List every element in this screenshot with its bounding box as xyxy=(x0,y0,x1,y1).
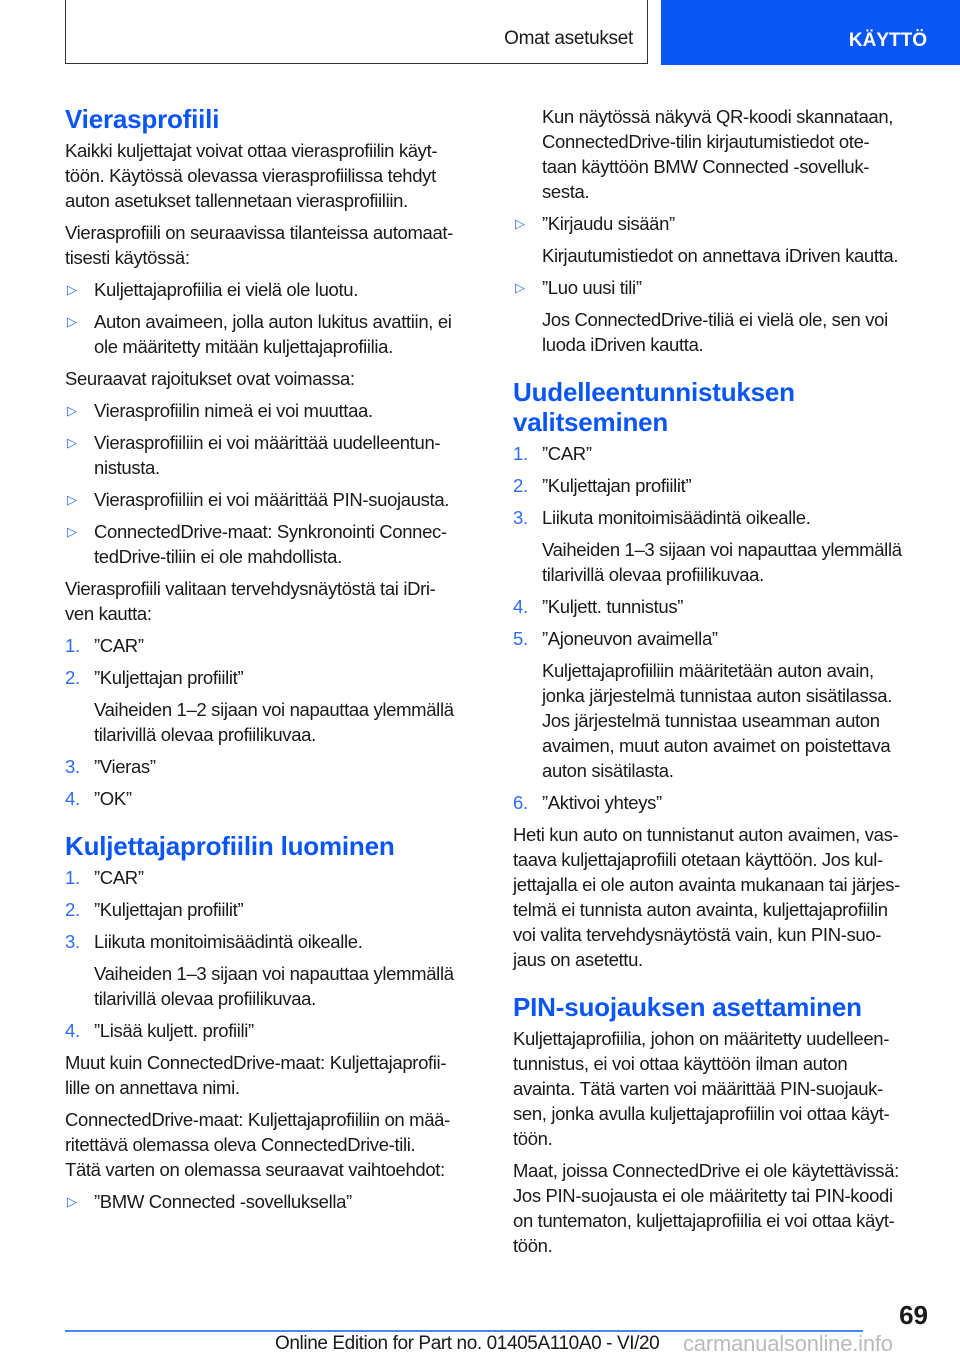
bullet-triangle-icon: ▷ xyxy=(515,280,525,295)
numbered-step xyxy=(513,790,933,815)
watermark: carmanualsonline.info xyxy=(683,1331,893,1356)
step-number: 3. xyxy=(513,507,528,528)
edition-text: Online Edition for Part no. 01405A110A0 - VI/20 xyxy=(275,1333,660,1354)
item-text: Vierasprofiiliin ei voi määrittää uudelleentun- nistusta. xyxy=(94,432,441,478)
step-note xyxy=(513,537,933,587)
numbered-step xyxy=(65,665,485,690)
item-text: Auton avaimeen, jolla auton lukitus avattiin, ei ole määritetty mitään kuljettajaprofiilia. xyxy=(94,311,452,357)
item-text: Kuljettajaprofiiliin määritetään auton avain, jonka järjestelmä tunnistaa auton sisätilassa. Jos järjestelmä tunnistaa useamman auton avaimen, muut auton avaimet on poistettava auton sisätilasta. xyxy=(542,660,892,781)
item-text: ”CAR” xyxy=(542,443,592,464)
step-note xyxy=(65,961,485,1011)
step-number: 1. xyxy=(513,443,528,464)
paragraph xyxy=(65,1107,485,1182)
item-text: Vaiheiden 1–3 sijaan voi napauttaa ylemmällä tilarivillä olevaa profiilikuvaa. xyxy=(542,539,902,585)
item-text: ”Ajoneuvon avaimella” xyxy=(542,628,718,649)
item-text: ”Lisää kuljett. profiili” xyxy=(94,1020,254,1041)
item-text: Kirjautumistiedot on annettava iDriven kautta. xyxy=(542,245,899,266)
step-number: 3. xyxy=(65,931,80,952)
step-number: 6. xyxy=(513,792,528,813)
bullet-triangle-icon: ▷ xyxy=(67,435,77,450)
bullet-item xyxy=(513,211,933,236)
item-text: ”Kuljettajan profiilit” xyxy=(542,475,692,496)
item-text: Liikuta monitoimisäädintä oikealle. xyxy=(94,931,363,952)
item-text: Vaiheiden 1–3 sijaan voi napauttaa ylemmällä tilarivillä olevaa profiilikuvaa. xyxy=(94,963,454,1009)
step-number: 4. xyxy=(513,596,528,617)
numbered-step xyxy=(65,633,485,658)
left-column xyxy=(65,104,485,1221)
bullet-triangle-icon: ▷ xyxy=(67,524,77,539)
paragraph xyxy=(513,1158,933,1258)
paragraph xyxy=(65,138,485,213)
step-number: 2. xyxy=(65,899,80,920)
paragraph xyxy=(513,1026,933,1151)
item-text: Vierasprofiilin nimeä ei voi muuttaa. xyxy=(94,400,373,421)
step-note xyxy=(513,243,933,268)
numbered-step xyxy=(65,754,485,779)
item-text: ”Kuljettajan profiilit” xyxy=(94,667,244,688)
paragraph xyxy=(65,220,485,270)
bullet-triangle-icon: ▷ xyxy=(67,314,77,329)
bullet-item xyxy=(65,519,485,569)
item-text: ”CAR” xyxy=(94,635,144,656)
paragraph xyxy=(513,822,933,972)
paragraph xyxy=(65,1050,485,1100)
item-text: Kuljettajaprofiilia, johon on määritetty uudelleen- tunnistus, ei voi ottaa käyttöön ilman auton avainta. Tätä varten voi määrittää PIN-suojauk- sen, jonka avulla kuljettajaprofiilin voi ottaa käyt- töön. xyxy=(513,1028,890,1149)
item-text: Jos ConnectedDrive-tiliä ei vielä ole, sen voi luoda iDriven kautta. xyxy=(542,309,888,355)
item-text: Vaiheiden 1–2 sijaan voi napauttaa ylemmällä tilarivillä olevaa profiilikuvaa. xyxy=(94,699,454,745)
item-text: Heti kun auto on tunnistanut auton avaimen, vas- taava kuljettajaprofiili otetaan käyttöön. Jos kul- jettajalla ei ole auton avainta mukanaan tai järjes- telmä ei tunnista auton avainta, kuljettajaprofiilin voi valita tervehdysnäytöstä vain, kun PIN-suo- jaus on asetettu. xyxy=(513,824,900,970)
item-text: ConnectedDrive-maat: Kuljettajaprofiiliin on mää- ritettävä olemassa oleva ConnectedDrive-tili. Tätä varten on olemassa seuraavat vaihtoehdot: xyxy=(65,1109,450,1180)
numbered-step xyxy=(513,441,933,466)
numbered-step xyxy=(65,897,485,922)
item-text: Vierasprofiili valitaan tervehdysnäytöstä tai iDri- ven kautta: xyxy=(65,578,436,624)
item-text: ”Kuljett. tunnistus” xyxy=(542,596,684,617)
numbered-step xyxy=(513,594,933,619)
item-text: Kaikki kuljettajat voivat ottaa vierasprofiilin käyt- töön. Käytössä olevassa vierasprofiilissa tehdyt auton asetukset tallennetaan vierasprofiiliin. xyxy=(65,140,438,211)
item-text: Vierasprofiili on seuraavissa tilanteissa automaat- tisesti käytössä: xyxy=(65,222,453,268)
numbered-step xyxy=(65,929,485,954)
bullet-triangle-icon: ▷ xyxy=(67,403,77,418)
item-text: ”OK” xyxy=(94,788,132,809)
bullet-triangle-icon: ▷ xyxy=(67,1194,77,1209)
section-heading: Vierasprofiili xyxy=(65,104,220,134)
page-number: 69 xyxy=(899,1300,928,1330)
bullet-triangle-icon: ▷ xyxy=(67,492,77,507)
section-heading: PIN-suojauksen asettaminen xyxy=(513,992,862,1022)
chapter-title: KÄYTTÖ xyxy=(848,30,927,51)
item-text: ”Luo uusi tili” xyxy=(542,277,642,298)
step-note xyxy=(65,697,485,747)
section-heading: Uudelleentunnistuksen valitseminen xyxy=(513,377,795,437)
chapter-tab xyxy=(661,0,960,65)
step-note xyxy=(513,104,933,204)
section-heading: Kuljettajaprofiilin luominen xyxy=(65,831,395,861)
bullet-item xyxy=(65,277,485,302)
section-title: Omat asetukset xyxy=(504,28,633,49)
numbered-step xyxy=(65,1018,485,1043)
item-text: ”BMW Connected -sovelluksella” xyxy=(94,1191,352,1212)
bullet-item xyxy=(65,398,485,423)
numbered-step xyxy=(65,786,485,811)
section-header xyxy=(65,0,648,64)
paragraph xyxy=(65,576,485,626)
item-text: Maat, joissa ConnectedDrive ei ole käytettävissä: Jos PIN-suojausta ei ole määritetty tai PIN-koodi on tuntematon, kuljettajaprofiilia ei voi ottaa käyt- töön. xyxy=(513,1160,899,1256)
step-note xyxy=(513,658,933,783)
bullet-triangle-icon: ▷ xyxy=(67,282,77,297)
step-number: 4. xyxy=(65,788,80,809)
step-note xyxy=(513,307,933,357)
step-number: 1. xyxy=(65,867,80,888)
bullet-item xyxy=(513,275,933,300)
item-text: ”Kuljettajan profiilit” xyxy=(94,899,244,920)
item-text: Liikuta monitoimisäädintä oikealle. xyxy=(542,507,811,528)
item-text: Muut kuin ConnectedDrive-maat: Kuljettajaprofii- lille on annettava nimi. xyxy=(65,1052,447,1098)
right-column xyxy=(513,104,933,1265)
item-text: ”Kirjaudu sisään” xyxy=(542,213,675,234)
bullet-item xyxy=(65,487,485,512)
item-text: ConnectedDrive-maat: Synkronointi Connec- tedDrive-tiliin ei ole mahdollista. xyxy=(94,521,447,567)
bullet-item xyxy=(65,309,485,359)
item-text: ”Aktivoi yhteys” xyxy=(542,792,662,813)
paragraph xyxy=(65,366,485,391)
step-number: 1. xyxy=(65,635,80,656)
item-text: ”CAR” xyxy=(94,867,144,888)
item-text: Kuljettajaprofiilia ei vielä ole luotu. xyxy=(94,279,359,300)
numbered-step xyxy=(513,505,933,530)
item-text: Vierasprofiiliin ei voi määrittää PIN-suojausta. xyxy=(94,489,450,510)
numbered-step xyxy=(513,473,933,498)
item-text: ”Vieras” xyxy=(94,756,156,777)
step-number: 2. xyxy=(65,667,80,688)
step-number: 2. xyxy=(513,475,528,496)
step-number: 5. xyxy=(513,628,528,649)
step-number: 4. xyxy=(65,1020,80,1041)
bullet-item xyxy=(65,430,485,480)
bullet-item xyxy=(65,1189,485,1214)
item-text: Kun näytössä näkyvä QR-koodi skannataan, ConnectedDrive-tilin kirjautumistiedot ote- taan käyttöön BMW Connected -sovelluk- sesta. xyxy=(542,106,894,202)
step-number: 3. xyxy=(65,756,80,777)
item-text: Seuraavat rajoitukset ovat voimassa: xyxy=(65,368,355,389)
numbered-step xyxy=(513,626,933,651)
numbered-step xyxy=(65,865,485,890)
bullet-triangle-icon: ▷ xyxy=(515,216,525,231)
